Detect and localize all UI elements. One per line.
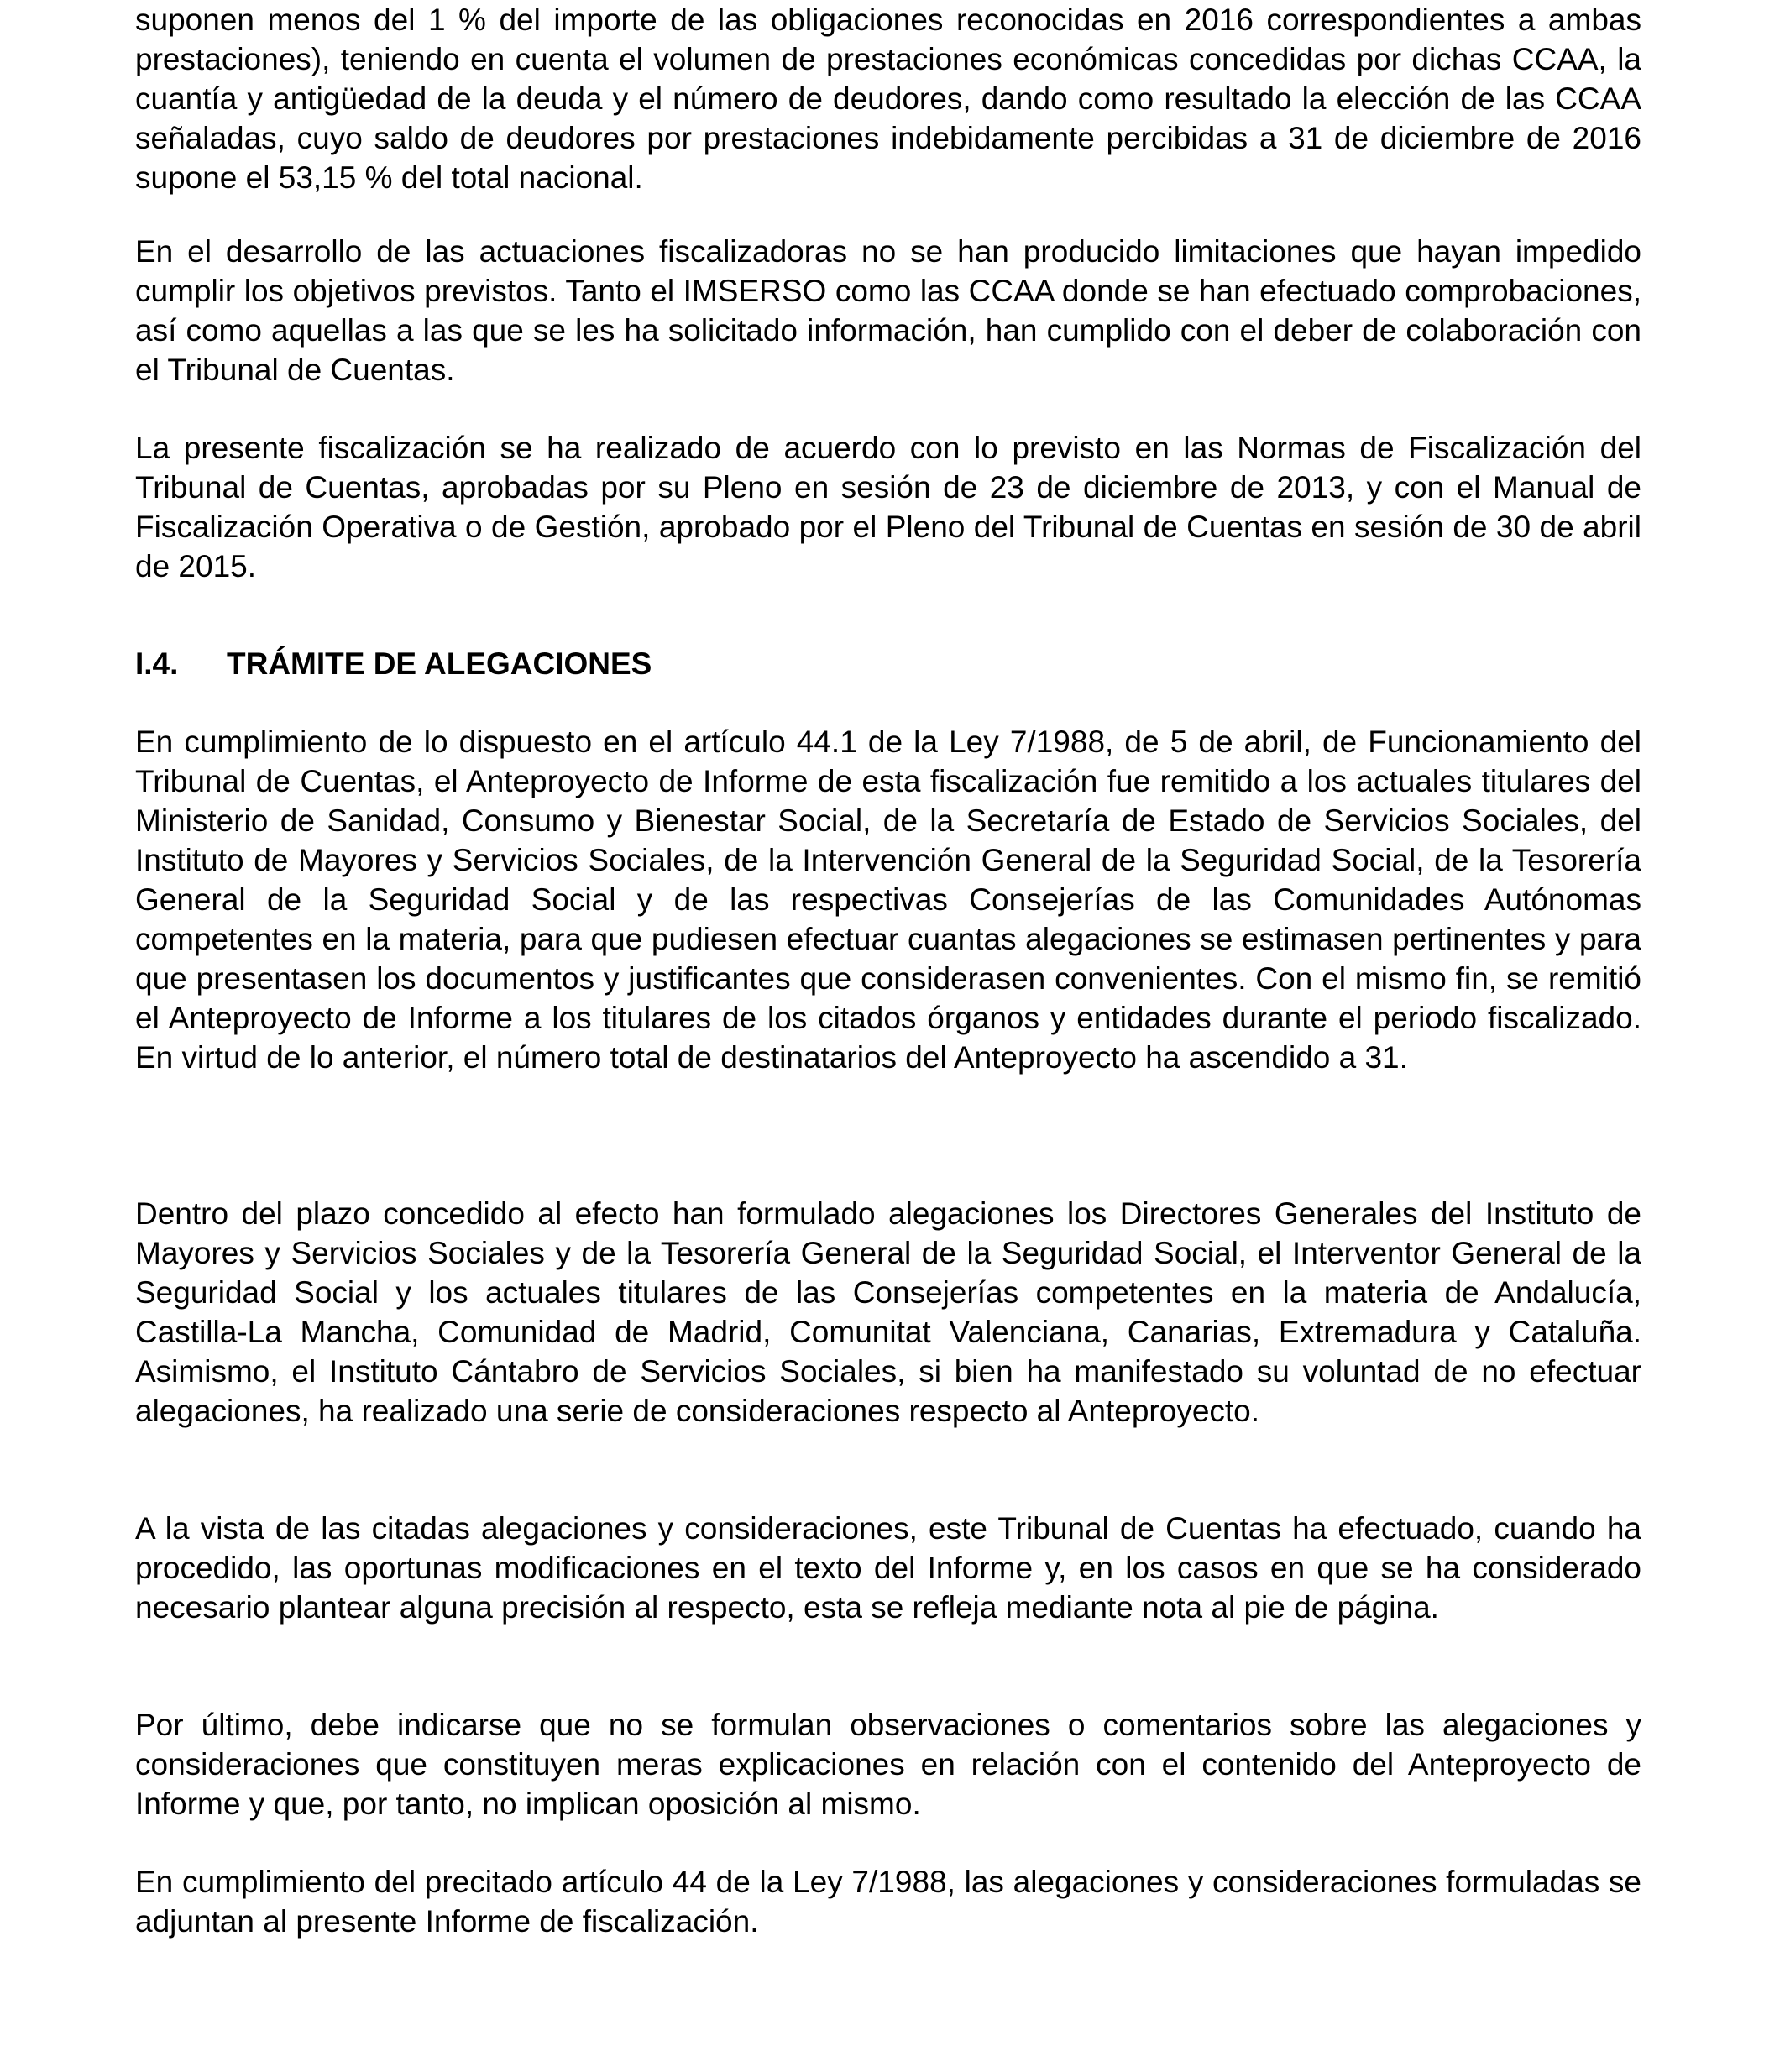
paragraph-deudores-seleccion: suponen menos del 1 % del importe de las obligaciones reconocidas en 2016 correspondientes a ambas prestaciones), teniendo en cuenta el volumen de prestaciones económicas concedidas por dichas CCAA, la cuantía y antigüedad de la deuda y el número de deudores, dando como resultado la elección de las CCAA señaladas, cuyo saldo de deudores por prestaciones indebidamente percibidas a 31 de diciembre de 2016 supone el 53,15 % del total nacional.: [135, 3, 1641, 195]
section-heading: [135, 644, 1641, 683]
section-number: I.4.: [135, 646, 179, 681]
section-title: TRÁMITE DE ALEGACIONES: [227, 646, 652, 681]
paragraph-limitaciones: En el desarrollo de las actuaciones fiscalizadoras no se han producido limitaciones que hayan impedido cumplir los objetivos previstos. Tanto el IMSERSO como las CCAA donde se han efectuado comprobaciones, así como aquellas a las que se les ha solicitado información, han cumplido con el deber de colaboración con el Tribunal de Cuentas.: [135, 234, 1641, 387]
paragraph-normas-fiscalizacion: La presente fiscalización se ha realizado de acuerdo con lo previsto en las Normas de Fiscalización del Tribunal de Cuentas, aprobadas por su Pleno en sesión de 23 de diciembre de 2013, y con el Manual de Fiscalización Operativa o de Gestión, aprobado por el Pleno del Tribunal de Cuentas en sesión de 30 de abril de 2015.: [135, 431, 1641, 583]
paragraph-alegaciones-formuladas: Dentro del plazo concedido al efecto han formulado alegaciones los Directores Generales del Instituto de Mayores y Servicios Sociales y de la Tesorería General de la Seguridad Social, el Interventor General de la Seguridad Social y los actuales titulares de las Consejerías competentes en la materia de Andalucía, Castilla-La Mancha, Comunidad de Madrid, Comunitat Valenciana, Canarias, Extremadura y Cataluña. Asimismo, el Instituto Cántabro de Servicios Sociales, si bien ha manifestado su voluntad de no efectuar alegaciones, ha realizado una serie de consideraciones respecto al Anteproyecto.: [135, 1196, 1641, 1428]
paragraph-modificaciones: A la vista de las citadas alegaciones y consideraciones, este Tribunal de Cuentas ha efectuado, cuando ha procedido, las oportunas modificaciones en el texto del Informe y, en los casos en que se ha considerado necesario plantear alguna precisión al respecto, esta se refleja mediante nota al pie de página.: [135, 1511, 1641, 1625]
paragraph-remision-anteproyecto: En cumplimiento de lo dispuesto en el artículo 44.1 de la Ley 7/1988, de 5 de abril, de Funcionamiento del Tribunal de Cuentas, el Anteproyecto de Informe de esta fiscalización fue remitido a los actuales titulares del Ministerio de Sanidad, Consumo y Bienestar Social, de la Secretaría de Estado de Servicios Sociales, del Instituto de Mayores y Servicios Sociales, de la Intervención General de la Seguridad Social, de la Tesorería General de la Seguridad Social y de las respectivas Consejerías de las Comunidades Autónomas competentes en la materia, para que pudiesen efectuar cuantas alegaciones se estimasen pertinentes y para que presentasen los documentos y justificantes que considerasen convenientes. Con el mismo fin, se remitió el Anteproyecto de Informe a los titulares de los citados órganos y entidades durante el periodo fiscalizado. En virtud de lo anterior, el número total de destinatarios del Anteproyecto ha ascendido a 31.: [135, 725, 1641, 1075]
paragraph-observaciones: Por último, debe indicarse que no se formulan observaciones o comentarios sobre las alegaciones y consideraciones que constituyen meras explicaciones en relación con el contenido del Anteproyecto de Informe y que, por tanto, no implican oposición al mismo.: [135, 1708, 1641, 1821]
paragraph-adjuntan: En cumplimiento del precitado artículo 44 de la Ley 7/1988, las alegaciones y consideraciones formuladas se adjuntan al presente Informe de fiscalización.: [135, 1865, 1641, 1939]
